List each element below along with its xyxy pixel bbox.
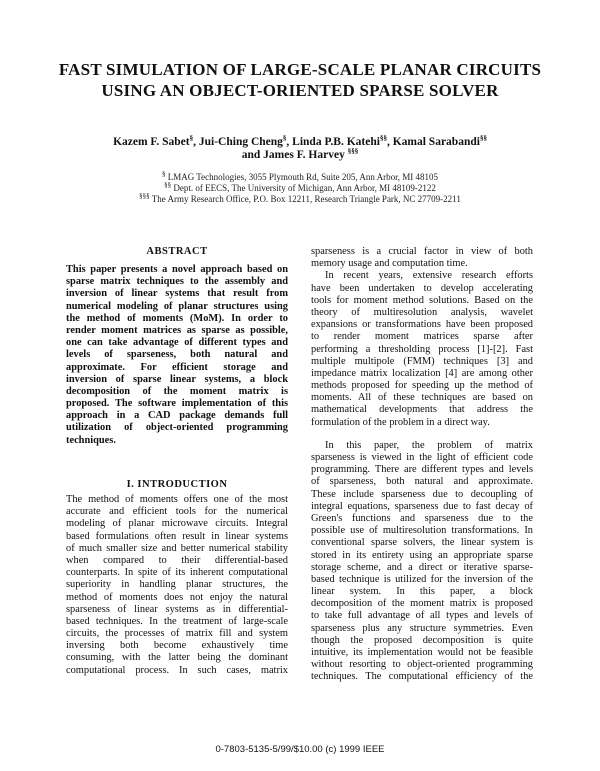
abstract-heading: ABSTRACT: [146, 246, 208, 257]
text-line: of sparseness, both natural and approximate.: [311, 476, 533, 488]
text-line: based techniques. In the treatment of large-scale: [66, 615, 288, 627]
text-line: have been undertaken to develop accelerating: [311, 282, 533, 294]
text-line: This paper presents a novel approach based on: [66, 264, 288, 275]
text-line: stored in its entirety using an appropriate sparse: [311, 549, 533, 561]
text-line: proposed. The software implementation of this: [66, 398, 288, 410]
text-line: to take full advantage of all types and levels of: [311, 610, 533, 622]
author-separator: ,: [193, 135, 199, 148]
introduction-heading: I. INTRODUCTION: [126, 479, 228, 490]
text-line: sparseness of linear systems as in differential-: [66, 603, 288, 615]
text-line: approach in a CAD package demands full: [66, 410, 288, 422]
text-line: to render moment matrices sparse after: [311, 331, 533, 343]
text-line: consuming, with the latter being the dominant: [66, 652, 288, 664]
text-line: memory usage and computation time.: [311, 258, 468, 270]
author-affiliation-mark: §§: [479, 134, 487, 142]
text-line: decomposition of the moment matrix is: [66, 385, 288, 397]
author-affiliation-mark: §§: [379, 134, 387, 142]
text-line: inversing both become exhaustively time: [66, 640, 288, 652]
text-line: mathematical developments that address the: [311, 404, 533, 416]
author-affiliation-mark: §: [282, 134, 287, 142]
text-line: render moment matrices as sparse as possible,: [66, 324, 288, 336]
copyright-footer: 0-7803-5135-5/99/$10.00 (c) 1999 IEEE: [215, 744, 385, 755]
text-line: decomposition of the moment matrix is proposed: [311, 598, 533, 610]
author-name: Linda P.B. Katehi: [292, 135, 380, 148]
text-line: In this paper, the problem of matrix: [325, 439, 533, 451]
text-line: The method of moments offers one of the most: [66, 494, 288, 505]
text-line: conventional sparse solvers, the linear system is: [311, 537, 533, 549]
text-line: numerical modeling of planar structures using: [66, 300, 288, 312]
text-line: integral equations, sparseness due to fast decay of: [311, 500, 533, 512]
paper-title-line-1: FAST SIMULATION OF LARGE-SCALE PLANAR CIRCUITS: [58, 60, 542, 79]
introduction-right-column: [311, 246, 533, 684]
text-line: computational process. In such cases, matrix: [66, 664, 288, 676]
text-line: sparseness plus any structure symmetries. Even: [311, 622, 533, 634]
text-line: expansions or transformations have been proposed: [311, 319, 533, 331]
text-line: multiple multipole (FMM) techniques [3] and: [311, 355, 533, 367]
text-line: based formulations often result in linear systems: [66, 530, 288, 542]
authors-line-1: [0, 134, 600, 148]
author-affiliation-mark: §: [189, 134, 194, 142]
paragraph-gap: [311, 429, 533, 440]
text-line: sparseness is a crucial factor in view of both: [311, 246, 533, 257]
author-separator: ,: [386, 135, 393, 148]
paper-title-line-2: USING AN OBJECT-ORIENTED SPARSE SOLVER: [101, 81, 499, 100]
text-line: modeling of planar microwave circuits. Integral: [66, 518, 288, 530]
text-line: formulation of the problem in a direct way.: [311, 416, 490, 428]
text-line: possible use of multiresolution transformations. In: [311, 525, 533, 537]
text-line: when compared to their differential-based: [66, 554, 288, 566]
text-line: storage scheme, and a direct or iterative sparse-: [311, 561, 533, 573]
text-line: the method of moments (MoM). In order to: [66, 312, 288, 324]
text-line: utilization of object-oriented programming: [66, 422, 288, 434]
text-line: counterparts. In spite of its inherent computational: [66, 567, 288, 579]
affiliation-3: [0, 192, 600, 204]
text-line: circuits, the processes of matrix fill and system: [66, 628, 288, 640]
text-line: methods proposed for speeding up the method of: [311, 380, 533, 392]
text-line: moments. All of these techniques are based on: [311, 392, 533, 404]
text-line: tools for moment method solutions. Based on the: [311, 294, 533, 306]
author-name: Kamal Sarabandi: [392, 135, 480, 148]
text-line: inversion of linear systems that result from: [66, 288, 288, 300]
introduction-left-column: [66, 494, 288, 677]
affiliation-text: LMAG Technologies, 3055 Plymouth Rd, Suite 205, Ann Arbor, MI 48105: [165, 172, 439, 182]
author-affiliation-mark: §§§: [347, 147, 359, 155]
text-line: theory of multiresolution analysis, wavelet: [311, 306, 533, 318]
affiliation-mark: §§: [164, 181, 172, 189]
text-line: of much smaller size and better numerical stability: [66, 542, 288, 554]
text-line: method of moments does not enjoy the natural: [66, 591, 288, 603]
affiliation-mark: §: [161, 170, 166, 178]
author-name: and James F. Harvey: [241, 148, 348, 161]
text-line: superiority in handling planar structures, the: [66, 579, 288, 591]
authors-line-2: [0, 147, 600, 161]
text-line: accurate and efficient tools for the numerical: [66, 506, 288, 518]
abstract-body: [66, 264, 288, 447]
text-line: These include sparseness due to decoupling of: [311, 488, 533, 500]
text-line: linear system. In this paper, a block: [311, 586, 533, 598]
author-name: Jui-Ching Cheng: [198, 135, 283, 148]
text-line: levels of sparseness, both natural and: [66, 349, 288, 361]
text-line: impedance matrix localization [4] are among other: [311, 367, 533, 379]
affiliation-mark: §§§: [139, 192, 150, 200]
text-line: based technique is utilized for the inversion of the: [311, 573, 533, 585]
text-line: intuitive, its implementation would not be feasible: [311, 647, 533, 658]
text-line: without resorting to object-oriented programming: [311, 659, 533, 671]
text-line: though the proposed decomposition is quite: [311, 634, 533, 646]
author-name: Kazem F. Sabet: [113, 135, 190, 148]
text-line: techniques.: [66, 434, 116, 446]
text-line: approximate. For efficient storage and: [66, 361, 288, 373]
text-line: techniques. The computational efficiency of the: [311, 671, 533, 683]
text-line: one can take advantage of different types and: [66, 337, 288, 349]
affiliation-text: Dept. of EECS, The University of Michigan, Ann Arbor, MI 48109-2122: [171, 183, 436, 193]
text-line: inversion of sparse linear systems, a block: [66, 373, 288, 385]
author-separator: ,: [286, 135, 293, 148]
text-line: Green's functions and sparseness due to the: [311, 512, 533, 524]
text-line: sparse matrix techniques to the assembly and: [66, 276, 288, 288]
text-line: In recent years, extensive research efforts: [325, 270, 533, 282]
text-line: programming. There are different types and levels: [311, 464, 533, 476]
text-line: sparseness is viewed in the light of efficient code: [311, 452, 533, 463]
text-line: performing a thresholding process [1]-[2]. Fast: [311, 343, 533, 355]
affiliation-text: The Army Research Office, P.O. Box 12211, Research Triangle Park, NC 27709-2211: [149, 194, 461, 204]
